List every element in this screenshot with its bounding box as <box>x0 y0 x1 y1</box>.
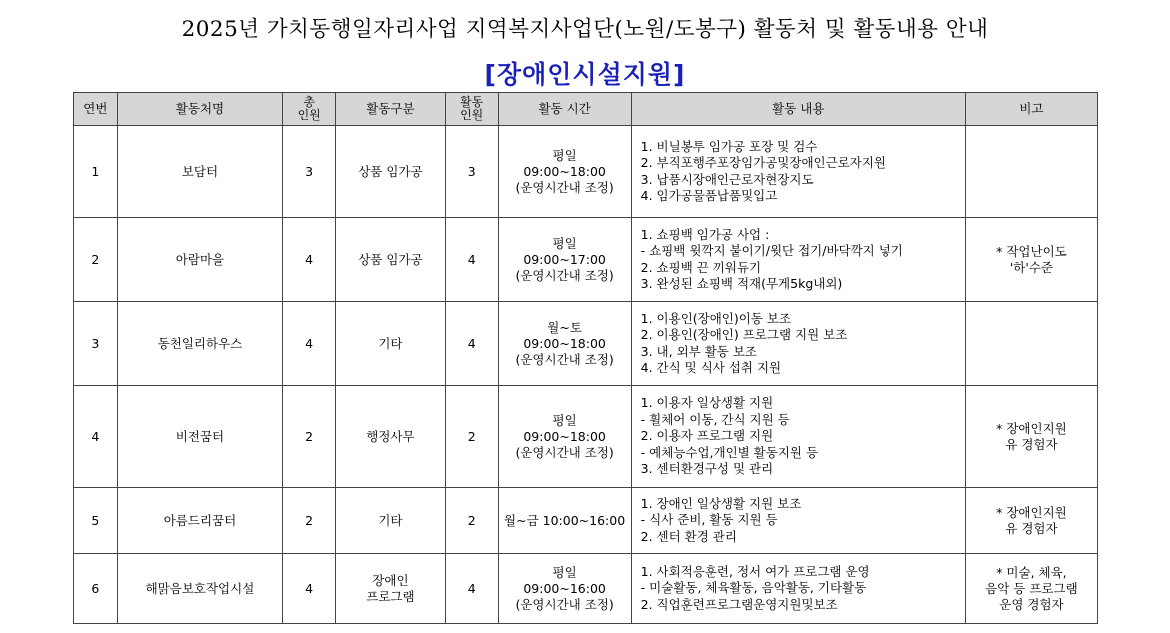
cell-note-line: 유 경험자 <box>1005 520 1058 536</box>
cell-category <box>336 126 446 218</box>
cell-note-line: * 장애인지원 <box>996 504 1067 520</box>
header-total <box>283 93 336 126</box>
cell-time <box>498 218 631 302</box>
cell-content-line: 3. 센터환경구성 및 관리 <box>640 461 774 477</box>
cell-category <box>336 554 446 624</box>
table-row <box>74 126 1098 218</box>
cell-place: 동천일리하우스 <box>117 302 283 386</box>
table-row <box>74 488 1098 554</box>
cell-time-line: 09:00~18:00 <box>523 428 606 444</box>
cell-total: 3 <box>283 126 336 218</box>
cell-time-line: (운영시간내 조정) <box>515 267 614 283</box>
cell-category-line: 상품 임가공 <box>358 163 423 179</box>
cell-time-line: (운영시간내 조정) <box>515 596 614 612</box>
cell-place: 비전꿈터 <box>117 386 283 488</box>
header-active-line2: 인원 <box>460 108 484 122</box>
cell-content-line: - 쇼핑백 윗깍지 붙이기/윗단 접기/바닥깍지 넣기 <box>640 243 903 258</box>
cell-no: 6 <box>74 554 118 624</box>
cell-content-line: 2. 부직포행주포장임가공및장애인근로자지원 <box>640 155 886 170</box>
cell-time <box>498 126 631 218</box>
header-row <box>74 93 1098 126</box>
cell-content <box>631 302 965 386</box>
activity-table <box>73 92 1098 624</box>
cell-time <box>498 488 631 554</box>
document-title: 2025년 가치동행일자리사업 지역복지사업단(노원/도봉구) 활동처 및 활동내용 안내 <box>181 17 989 42</box>
cell-time <box>498 554 631 624</box>
cell-content-line: 3. 납품시장애인근로자현장지도 <box>640 171 814 187</box>
cell-active: 2 <box>445 488 498 554</box>
header-active <box>445 93 498 126</box>
cell-content-line: - 식사 준비, 활동 지원 등 <box>640 512 778 528</box>
cell-note <box>965 126 1097 218</box>
cell-category-line: 행정사무 <box>366 428 415 444</box>
cell-time-line: (운영시간내 조정) <box>515 444 614 460</box>
cell-note-line: * 미술, 체육, <box>996 564 1067 580</box>
cell-place: 해맑음보호작업시설 <box>117 554 283 624</box>
cell-content-line: 4. 임가공물품납품및입고 <box>640 188 778 203</box>
cell-note <box>965 488 1097 554</box>
cell-note-line: * 작업난이도 <box>996 243 1067 259</box>
cell-note-line: 운영 경험자 <box>999 596 1064 612</box>
header-time: 활동 시간 <box>498 93 631 126</box>
cell-content-line: 1. 쇼핑백 임가공 사업 : <box>640 226 770 242</box>
cell-active: 3 <box>445 126 498 218</box>
header-category: 활동구분 <box>336 93 446 126</box>
cell-no: 4 <box>74 386 118 488</box>
cell-content <box>631 218 965 302</box>
table-row <box>74 218 1098 302</box>
cell-active: 4 <box>445 302 498 386</box>
cell-content-line: 2. 이용인(장애인) 프로그램 지원 보조 <box>640 327 848 342</box>
table-row <box>74 386 1098 488</box>
cell-total: 4 <box>283 554 336 624</box>
cell-note-line: 음악 등 프로그램 <box>985 580 1078 596</box>
cell-category-line: 기타 <box>378 335 403 351</box>
cell-place: 보담터 <box>117 126 283 218</box>
cell-content-line: 1. 사회적응훈련, 정서 여가 프로그램 운영 <box>640 563 870 579</box>
cell-category-line: 장애인 <box>372 572 409 588</box>
cell-content-line: - 휠체어 이동, 간식 지원 등 <box>640 411 790 427</box>
cell-active: 4 <box>445 554 498 624</box>
cell-active: 2 <box>445 386 498 488</box>
cell-content-line: - 미술활동, 체육활동, 음악활동, 기타활동 <box>640 580 867 596</box>
cell-category <box>336 386 446 488</box>
cell-content-line: - 예체능수업,개인별 활동지원 등 <box>640 444 819 460</box>
cell-place: 아름드리꿈터 <box>117 488 283 554</box>
header-note: 비고 <box>965 93 1097 126</box>
cell-time-line: 09:00~17:00 <box>523 251 606 267</box>
cell-note-line: 유 경험자 <box>1005 436 1058 452</box>
cell-content <box>631 488 965 554</box>
cell-note-line: '하'수준 <box>1009 259 1053 275</box>
cell-note <box>965 302 1097 386</box>
cell-content-line: 2. 센터 환경 관리 <box>640 528 737 544</box>
cell-content <box>631 386 965 488</box>
cell-category-line: 상품 임가공 <box>358 251 423 267</box>
header-content: 활동 내용 <box>631 93 965 126</box>
header-total-line2: 인원 <box>297 108 321 122</box>
cell-time-line: 평일 <box>552 564 577 580</box>
table-row <box>74 554 1098 624</box>
cell-total: 2 <box>283 386 336 488</box>
header-no: 연번 <box>74 93 118 126</box>
cell-no: 5 <box>74 488 118 554</box>
cell-time-line: 평일 <box>552 147 577 163</box>
cell-time <box>498 302 631 386</box>
table-body <box>74 126 1098 624</box>
cell-no: 2 <box>74 218 118 302</box>
cell-time-line: 09:00~18:00 <box>523 335 606 351</box>
cell-content-line: 1. 이용자 일상생활 지원 <box>640 395 774 411</box>
cell-content-line: 1. 장애인 일상생활 지원 보조 <box>640 495 802 511</box>
cell-time-line: 09:00~16:00 <box>523 580 606 596</box>
cell-time <box>498 386 631 488</box>
cell-time-line: 평일 <box>552 412 577 428</box>
cell-total: 4 <box>283 302 336 386</box>
cell-time-line: 월~토 <box>547 319 582 335</box>
cell-category <box>336 302 446 386</box>
section-subtitle: [장애인시설지원] <box>484 60 686 89</box>
cell-note <box>965 386 1097 488</box>
cell-content-line: 3. 완성된 쇼핑백 적재(무게5kg내외) <box>640 276 843 291</box>
cell-content <box>631 554 965 624</box>
cell-no: 3 <box>74 302 118 386</box>
cell-no: 1 <box>74 126 118 218</box>
cell-time-line: 월~금 10:00~16:00 <box>504 512 626 528</box>
cell-content-line: 2. 이용자 프로그램 지원 <box>640 428 774 444</box>
cell-note <box>965 218 1097 302</box>
cell-active: 4 <box>445 218 498 302</box>
cell-time-line: (운영시간내 조정) <box>515 351 614 367</box>
cell-time-line: 평일 <box>552 235 577 251</box>
cell-note-line: * 장애인지원 <box>996 420 1067 436</box>
table-row <box>74 302 1098 386</box>
cell-category-line: 프로그램 <box>366 588 415 604</box>
cell-category-line: 기타 <box>378 512 403 528</box>
cell-content-line: 2. 직업훈련프로그램운영지원및보조 <box>640 596 838 612</box>
cell-total: 2 <box>283 488 336 554</box>
cell-total: 4 <box>283 218 336 302</box>
cell-content-line: 3. 내, 외부 활동 보조 <box>640 343 757 359</box>
cell-content-line: 1. 비닐봉투 임가공 포장 및 검수 <box>640 138 818 154</box>
header-place: 활동처명 <box>117 93 283 126</box>
cell-content-line: 1. 이용인(장애인)이동 보조 <box>640 310 792 326</box>
cell-category <box>336 488 446 554</box>
cell-place: 아람마을 <box>117 218 283 302</box>
cell-content <box>631 126 965 218</box>
cell-note <box>965 554 1097 624</box>
cell-content-line: 4. 간식 및 식사 섭취 지원 <box>640 360 782 375</box>
header-active-line1: 활동 <box>460 95 484 109</box>
cell-time-line: 09:00~18:00 <box>523 163 606 179</box>
cell-time-line: (운영시간내 조정) <box>515 179 614 195</box>
cell-category <box>336 218 446 302</box>
cell-content-line: 2. 쇼핑백 끈 끼워듀기 <box>640 259 762 275</box>
header-total-line1: 총 <box>303 95 315 109</box>
